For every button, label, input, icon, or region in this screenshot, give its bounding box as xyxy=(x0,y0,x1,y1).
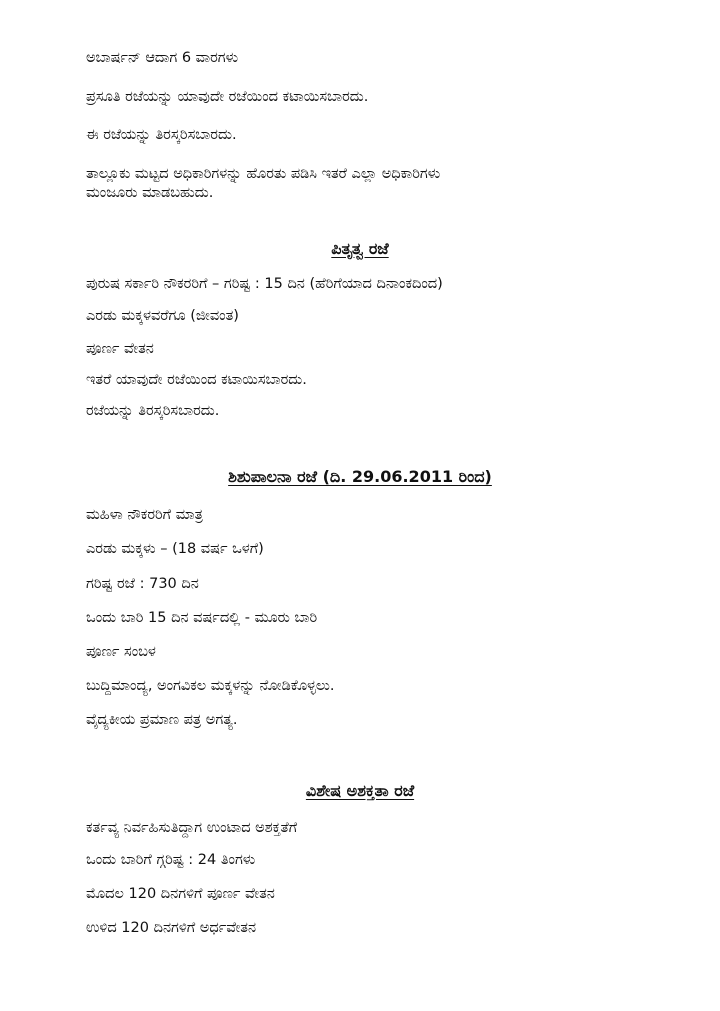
section-heading: ವಿಶೇಷ ಅಶಕ್ತತಾ ರಜೆ xyxy=(305,781,415,800)
text-line: ಇತರೆ ಯಾವುದೇ ರಜೆಯಿಂದ ಕಟಾಯಿಸಬಾರದು. xyxy=(86,372,307,388)
text-line: ಪೂರ್ಣ ವೇತನ xyxy=(86,341,154,357)
text-line: ವೈದ್ಯಕೀಯ ಪ್ರಮಾಣ ಪತ್ರ ಅಗತ್ಯ. xyxy=(86,712,238,728)
text-line: ರಜೆಯನ್ನು ತಿರಸ್ಕರಿಸಬಾರದು. xyxy=(86,403,220,419)
text-line: ಒಂದು ಬಾರಿಗೆ ಗ್ಗರಿಷ್ಟ : 24 ತಿಂಗಳು xyxy=(86,852,256,868)
text-line: ಎರಡು ಮಕ್ಕಳು – (18 ವರ್ಷ ಒಳಗೆ) xyxy=(86,541,264,557)
section-heading: ಶಿಶುಪಾಲನಾ ರಜೆ (ದಿ. 29.06.2011 ರಿಂದ) xyxy=(228,467,492,486)
text-line: ಪ್ರಸೂತಿ ರಜೆಯನ್ನು ಯಾವುದೇ ರಜೆಯಿಂದ ಕಟಾಯಿಸಬಾರದು. xyxy=(86,89,369,105)
text-line: ಕರ್ತವ್ಯ ನಿರ್ವಹಿಸುತಿದ್ದಾಗ ಉಂಟಾದ ಅಶಕ್ತತೆಗೆ xyxy=(86,820,298,836)
text-line: ಒಂದು ಬಾರಿ 15 ದಿನ ವರ್ಷದಲ್ಲಿ - ಮೂರು ಬಾರಿ xyxy=(86,610,318,626)
text-line: ಮಹಿಳಾ ನೌಕರರಿಗೆ ಮಾತ್ರ xyxy=(86,507,203,523)
text-line: ಮಂಜೂರು ಮಾಡಬಹುದು. xyxy=(86,185,214,201)
text-line: ಅಬಾರ್ಷನ್ ಆದಾಗ 6 ವಾರಗಳು xyxy=(86,50,239,66)
text-line: ಪುರುಷ ಸರ್ಕಾರಿ ನೌಕರರಿಗೆ – ಗರಿಷ್ಟ : 15 ದಿನ (ಹೆರಿಗೆಯಾದ ದಿನಾಂಕದಿಂದ) xyxy=(86,276,443,292)
text-line: ಬುದ್ದಿಮಾಂದ್ಯ, ಅಂಗವಿಕಲ ಮಕ್ಕಳನ್ನು ನೋಡಿಕೊಳ್ಳಲು. xyxy=(86,678,335,694)
text-line: ಉಳಿದ 120 ದಿನಗಳಿಗೆ ಅರ್ಧವೇತನ xyxy=(86,920,257,936)
section-heading: ಪಿತೃತ್ವ ರಜೆ xyxy=(331,239,389,258)
text-line: ತಾಲ್ಲೂಕು ಮಟ್ಟದ ಅಧಿಕಾರಿಗಳನ್ನು ಹೊರತು ಪಡಿಸಿ ಇತರೆ ಎಲ್ಲಾ ಅಧಿಕಾರಿಗಳು xyxy=(86,166,441,182)
text-line: ಪೂರ್ಣ ಸಂಬಳ xyxy=(86,644,156,660)
text-line: ಎರಡು ಮಕ್ಕಳವರೆಗೂ (ಜೀವಂತ) xyxy=(86,308,239,324)
text-line: ಗರಿಷ್ಟ ರಜೆ : 730 ದಿನ xyxy=(86,576,199,592)
text-line: ಮೊದಲ 120 ದಿನಗಳಿಗೆ ಪೂರ್ಣ ವೇತನ xyxy=(86,886,275,902)
text-line: ಈ ರಜೆಯನ್ನು ತಿರಸ್ಕರಿಸಬಾರದು. xyxy=(86,127,237,143)
